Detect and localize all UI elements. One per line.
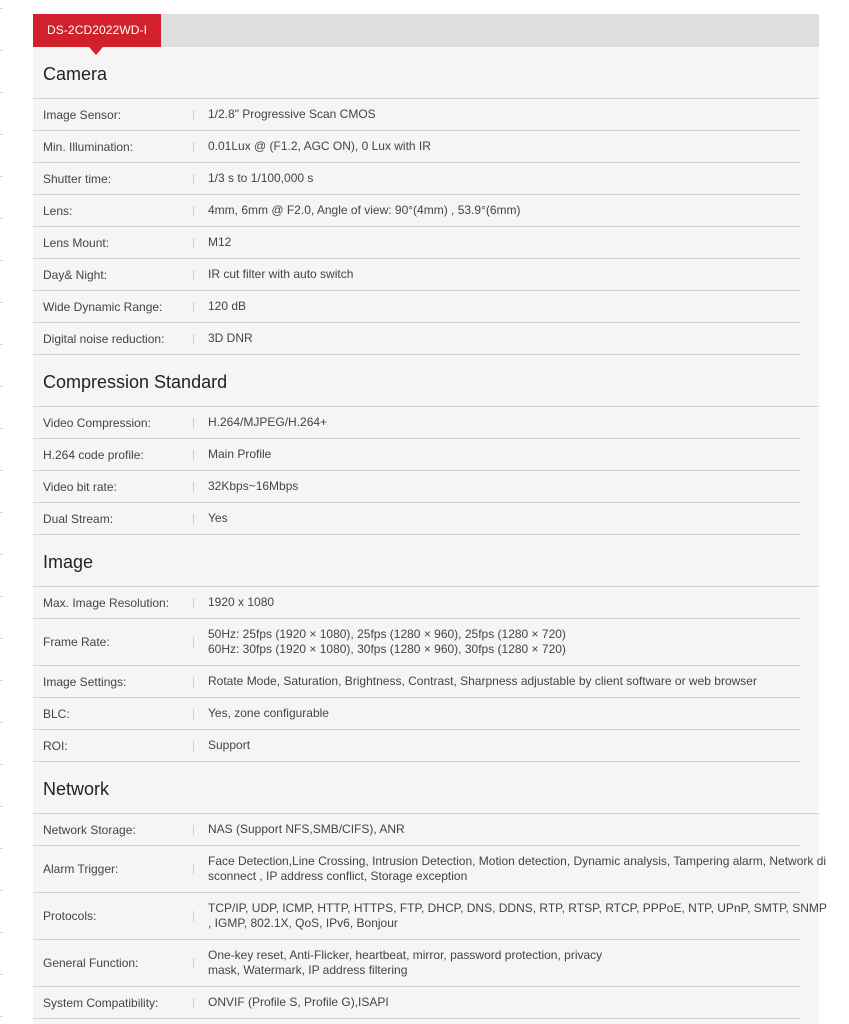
spec-label: Protocols: [43, 909, 97, 923]
separator: | [192, 172, 195, 185]
spec-value [208, 511, 800, 526]
spec-value [208, 107, 800, 122]
spec-value [208, 331, 800, 346]
spec-row-lens [33, 195, 800, 227]
spec-label: Min. Illumination: [43, 139, 134, 154]
spec-label: Image Settings: [43, 674, 127, 689]
separator: | [192, 996, 195, 1009]
tab-bar [33, 14, 819, 47]
spec-label: ROI: [43, 738, 68, 753]
section-title: Compression Standard [33, 355, 819, 407]
separator: | [192, 332, 195, 345]
spec-value-line: ONVIF (Profile S, Profile G),ISAPI [208, 995, 389, 1009]
spec-value [208, 627, 800, 657]
spec-label: Video Compression: [43, 415, 151, 430]
spec-value-line: M12 [208, 235, 232, 249]
spec-label: Digital noise reduction: [43, 331, 165, 346]
spec-value [208, 479, 800, 494]
spec-value-line: 3D DNR [208, 331, 253, 345]
section-title: Image [33, 535, 819, 587]
spec-panel [33, 14, 827, 1024]
separator: | [192, 108, 195, 121]
spec-value-line: 4mm, 6mm @ F2.0, Angle of view: 90°(4mm) , 53.9°(6mm) [208, 203, 521, 217]
spec-value [208, 901, 827, 931]
spec-row-video-compression [33, 407, 800, 439]
section-title: Network [33, 762, 819, 814]
tab-model[interactable]: DS-2CD2022WD-I [33, 14, 161, 47]
spec-label: Shutter time: [43, 171, 112, 186]
spec-label: Alarm Trigger: [43, 862, 119, 876]
spec-label: Max. Image Resolution: [43, 595, 170, 610]
separator: | [192, 480, 195, 493]
spec-row-video-bit-rate [33, 471, 800, 503]
spec-label: Day& Night: [43, 267, 108, 282]
spec-value-line: TCP/IP, UDP, ICMP, HTTP, HTTPS, FTP, DHCP, DNS, DDNS, RTP, RTSP, RTCP, PPPoE, NTP, UPnP, SMTP, SNMP [208, 901, 827, 915]
spec-content [33, 47, 827, 1019]
spec-value-line: 50Hz: 25fps (1920 × 1080), 25fps (1280 × 960), 25fps (1280 × 720) [208, 627, 566, 641]
separator: | [192, 863, 195, 875]
spec-value [208, 995, 800, 1010]
spec-row-image-sensor [33, 99, 800, 131]
spec-value-line: IR cut filter with auto switch [208, 267, 354, 281]
separator: | [192, 707, 195, 720]
spec-value [208, 203, 800, 218]
section-camera [33, 47, 819, 355]
spec-row-frame-rate [33, 619, 800, 666]
separator: | [192, 910, 195, 922]
spec-value-line: sconnect , IP address conflict, Storage exception [208, 869, 468, 883]
spec-row-blc [33, 698, 800, 730]
spec-value-line: Rotate Mode, Saturation, Brightness, Contrast, Sharpness adjustable by client software or web browser [208, 674, 757, 688]
left-edge-decoration [0, 0, 6, 1024]
spec-value-line: Yes, zone configurable [208, 706, 329, 720]
spec-row-general-function [33, 940, 800, 987]
spec-value-line: 0.01Lux @ (F1.2, AGC ON), 0 Lux with IR [208, 139, 431, 153]
spec-value-line: Main Profile [208, 447, 272, 461]
spec-value [208, 854, 826, 884]
separator: | [192, 268, 195, 281]
spec-row-shutter-time [33, 163, 800, 195]
separator: | [192, 204, 195, 217]
spec-row-system-compatibility [33, 987, 800, 1019]
spec-label: BLC: [43, 706, 70, 721]
spec-value [208, 948, 800, 978]
spec-label: Image Sensor: [43, 107, 122, 122]
spec-row-max-image-resolution [33, 587, 800, 619]
spec-value [208, 235, 800, 250]
spec-label: Video bit rate: [43, 479, 117, 494]
spec-value [208, 299, 800, 314]
spec-label: Lens Mount: [43, 235, 110, 250]
spec-value-line: Support [208, 738, 251, 752]
spec-value [208, 415, 800, 430]
spec-value-line: Face Detection,Line Crossing, Intrusion Detection, Motion detection, Dynamic analysis, Tampering alarm, Network di [208, 854, 827, 868]
separator: | [192, 512, 195, 525]
spec-label: Dual Stream: [43, 511, 114, 526]
spec-value [208, 822, 800, 837]
spec-value [208, 447, 800, 462]
spec-label: General Function: [43, 956, 139, 970]
spec-value-line: One-key reset, Anti-Flicker, heartbeat, mirror, password protection, privacy [208, 948, 603, 962]
spec-value [208, 171, 800, 186]
section-network [33, 762, 827, 1019]
separator: | [192, 675, 195, 688]
spec-value-line: 1/2.8" Progressive Scan CMOS [208, 107, 376, 121]
spec-row-wide-dynamic-range [33, 291, 800, 323]
spec-label: System Compatibility: [43, 995, 159, 1010]
spec-row-min-illumination [33, 131, 800, 163]
spec-value [208, 267, 800, 282]
spec-value-line: H.264/MJPEG/H.264+ [208, 415, 328, 429]
spec-value-line: 32Kbps~16Mbps [208, 479, 299, 493]
separator: | [192, 596, 195, 609]
spec-row-day-night [33, 259, 800, 291]
spec-value-line: 1/3 s to 1/100,000 s [208, 171, 314, 185]
spec-value-line: 60Hz: 30fps (1920 × 1080), 30fps (1280 × 960), 30fps (1280 × 720) [208, 642, 566, 656]
separator: | [192, 957, 195, 969]
spec-value [208, 738, 800, 753]
spec-value-line: 1920 x 1080 [208, 595, 275, 609]
spec-value [208, 674, 800, 689]
spec-value-line: , IGMP, 802.1X, QoS, IPv6, Bonjour [208, 916, 398, 930]
spec-value-line: mask, Watermark, IP address filtering [208, 963, 408, 977]
spec-label: Frame Rate: [43, 635, 110, 649]
spec-value-line: NAS (Support NFS,SMB/CIFS), ANR [208, 822, 405, 836]
spec-value [208, 139, 800, 154]
separator: | [192, 140, 195, 153]
spec-value [208, 595, 800, 610]
spec-row-digital-noise-reduction [33, 323, 800, 355]
spec-row-alarm-trigger [33, 846, 827, 893]
separator: | [192, 448, 195, 461]
separator: | [192, 636, 195, 648]
separator: | [192, 823, 195, 836]
spec-row-protocols [33, 893, 827, 940]
spec-label: Lens: [43, 203, 73, 218]
spec-value [208, 706, 800, 721]
section-title: Camera [33, 47, 819, 99]
separator: | [192, 300, 195, 313]
spec-label: Network Storage: [43, 822, 136, 837]
separator: | [192, 416, 195, 429]
separator: | [192, 739, 195, 752]
spec-row-image-settings [33, 666, 800, 698]
spec-row-h-264-code-profile [33, 439, 800, 471]
section-compression-standard [33, 355, 819, 535]
spec-label: Wide Dynamic Range: [43, 299, 163, 314]
section-image [33, 535, 819, 762]
spec-row-lens-mount [33, 227, 800, 259]
spec-row-roi [33, 730, 800, 762]
spec-value-line: Yes [208, 511, 228, 525]
spec-value-line: 120 dB [208, 299, 247, 313]
separator: | [192, 236, 195, 249]
spec-row-network-storage [33, 814, 800, 846]
spec-row-dual-stream [33, 503, 800, 535]
spec-label: H.264 code profile: [43, 447, 144, 462]
